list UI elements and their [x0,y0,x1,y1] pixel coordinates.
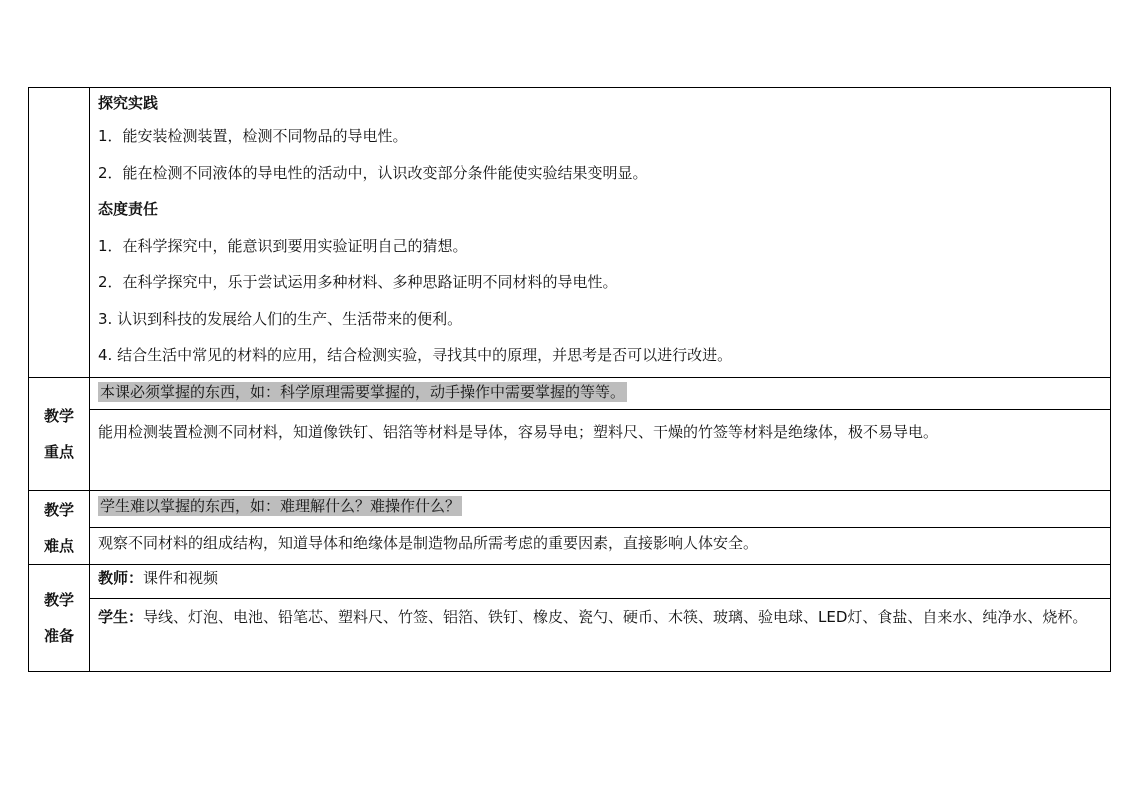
difficulties-label-line1: 教学 [43,500,74,519]
difficulties-content: 观察不同材料的组成结构，知道导体和绝缘体是制造物品所需考虑的重要因素，直接影响人体安全。 [98,534,759,552]
key-points-content: 能用检测装置检测不同材料，知道像铁钉、铝箔等材料是导体，容易导电；塑料尺、干燥的竹签等材料是绝缘体，极不易导电。 [98,423,939,441]
objectives-content-cell [90,88,1111,378]
attitude-heading: 态度责任 [98,200,159,218]
practice-item: 2．能在检测不同液体的导电性的活动中，认识改变部分条件能使实验结果变明显。 [98,163,648,182]
difficulties-label-line2: 难点 [43,536,74,555]
key-points-hint: 本课必须掌握的东西，如：科学原理需要掌握的，动手操作中需要掌握的等等。 [100,383,626,401]
practice-item: 1．能安装检测装置，检测不同物品的导电性。 [98,127,408,145]
key-points-content-row [29,410,1111,491]
teacher-label: 教师： [98,569,144,587]
objectives-label-cell [29,88,90,378]
objectives-row [29,88,1111,378]
difficulties-hint: 学生难以掌握的东西，如：难理解什么？难操作什么？ [100,497,461,515]
difficulties-hint-cell [90,491,1111,528]
key-points-label-line2: 重点 [43,443,74,461]
key-points-hint-row [29,378,1111,410]
preparation-label [29,565,90,672]
preparation-label-line1: 教学 [43,591,74,609]
attitude-item: 2．在科学探究中，乐于尝试运用多种材料、多种思路证明不同材料的导电性。 [98,273,618,291]
preparation-teacher-cell [90,565,1111,599]
attitude-item: 3. 认识到科技的发展给人们的生产、生活带来的便利。 [98,309,463,328]
key-points-label [29,378,90,491]
key-points-hint-cell [90,378,1111,410]
difficulties-content-cell [90,528,1111,565]
preparation-teacher-row [29,565,1111,599]
lesson-plan-table [28,87,1111,672]
student-label: 学生： [98,608,144,626]
preparation-label-line2: 准备 [43,627,74,645]
practice-heading: 探究实践 [98,94,159,112]
key-points-label-line1: 教学 [43,407,74,425]
difficulties-content-row [29,528,1111,565]
difficulties-label [29,491,90,565]
preparation-student-cell [90,599,1111,672]
teacher-items: 课件和视频 [143,569,219,587]
attitude-item: 1．在科学探究中，能意识到要用实验证明自己的猜想。 [98,236,468,255]
attitude-item: 4. 结合生活中常见的材料的应用，结合检测实验，寻找其中的原理，并思考是否可以进行改进。 [98,346,733,364]
preparation-student-row [29,599,1111,672]
student-items: 导线、灯泡、电池、铅笔芯、塑料尺、竹签、铝箔、铁钉、橡皮、瓷勺、硬币、木筷、玻璃、验电球、LED灯、食盐、自来水、纯净水、烧杯。 [143,608,1088,626]
difficulties-hint-row [29,491,1111,528]
key-points-content-cell [90,410,1111,491]
